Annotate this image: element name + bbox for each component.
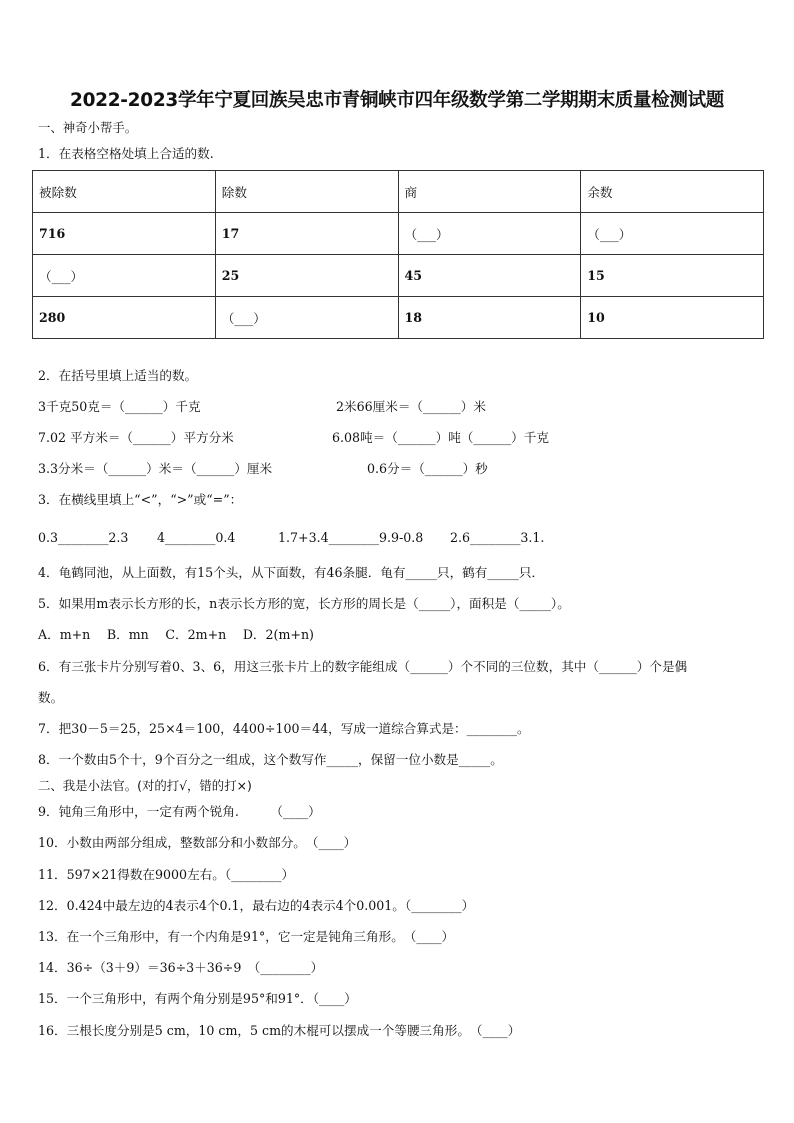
section-heading-2: 二、我是小法官。(对的打√，错的打×) [38, 778, 252, 793]
question-2-text: 2．在括号里填上适当的数。 [38, 368, 198, 383]
compare-item: 0.3________2.3 [38, 530, 129, 545]
question-4-text: 4．龟鹤同池，从上面数，有15个头，从下面数，有46条腿．龟有_____只，鹤有_____只． [38, 565, 545, 580]
table-row [33, 255, 764, 297]
table-header-cell: 余数 [581, 171, 764, 213]
table-header-cell: 被除数 [33, 171, 216, 213]
table-cell: 45 [398, 255, 581, 297]
q2-item: 0.6分＝（______）秒 [367, 461, 488, 476]
judge-question: 9．钝角三角形中，一定有两个锐角. （____） [38, 804, 321, 819]
judge-question: 14．36÷（3＋9）＝36÷3＋36÷9 （________） [38, 960, 324, 975]
question-3-text: 3．在横线里填上“<”，“>”或“=”： [38, 492, 243, 507]
table-row [33, 297, 764, 339]
q2-item: 3千克50克＝（______）千克 [38, 399, 201, 414]
question-6-text: 6．有三张卡片分别写着0、3、6，用这三张卡片上的数字能组成（______）个不同的三位数，其中（______）个是偶 [38, 659, 688, 674]
question-8-text: 8．一个数由5个十，9个百分之一组成，这个数写作_____，保留一位小数是_____。 [38, 752, 503, 767]
q2-item: 7.02 平方米＝（______）平方分米 [38, 430, 234, 445]
compare-item: 1.7+3.4________9.9-0.8 [278, 530, 424, 545]
section-heading-1: 一、神奇小帮手。 [38, 120, 138, 135]
table-header-row [33, 171, 764, 213]
table-row [33, 213, 764, 255]
answer-blank-cell[interactable]: （___） [33, 255, 216, 297]
judge-question: 11．597×21得数在9000左右。（________） [38, 867, 295, 882]
question-7-text: 7．把30－5＝25，25×4＝100，4400÷100＝44，写成一道综合算式是：________。 [38, 721, 530, 736]
judge-question: 13．在一个三角形中，有一个内角是91°，它一定是钝角三角形。 （____） [38, 929, 455, 944]
answer-blank-cell[interactable]: （___） [398, 213, 581, 255]
table-cell: 280 [33, 297, 216, 339]
answer-blank-cell[interactable]: （___） [215, 297, 398, 339]
q2-item: 2米66厘米＝（______）米 [336, 399, 486, 414]
judge-question: 12．0.424中最左边的4表示4个0.1，最右边的4表示4个0.001。（________） [38, 898, 475, 913]
table-header-cell: 商 [398, 171, 581, 213]
division-table [32, 170, 764, 339]
question-5-options: A．m+n B．mn C．2m+n D．2(m+n) [38, 627, 314, 642]
judge-question: 16．三根长度分别是5 cm，10 cm，5 cm的木棍可以摆成一个等腰三角形。 （____） [38, 1023, 521, 1038]
q2-item: 3.3分米＝（______）米＝（______）厘米 [38, 461, 273, 476]
table-cell: 18 [398, 297, 581, 339]
judge-question: 10．小数由两部分组成，整数部分和小数部分。 （____） [38, 835, 357, 850]
table-cell: 716 [33, 213, 216, 255]
question-5-text: 5．如果用m表示长方形的长，n表示长方形的宽，长方形的周长是（_____），面积是（_____）。 [38, 596, 570, 611]
question-1-text: 1．在表格空格处填上合适的数. [38, 146, 214, 161]
answer-blank-cell[interactable]: （___） [581, 213, 764, 255]
table-cell: 10 [581, 297, 764, 339]
table-cell: 25 [215, 255, 398, 297]
compare-item: 4________0.4 [157, 530, 236, 545]
question-6-text-cont: 数。 [38, 690, 64, 705]
table-cell: 15 [581, 255, 764, 297]
page-title: 2022-2023学年宁夏回族吴忠市青铜峡市四年级数学第二学期期末质量检测试题 [70, 90, 724, 111]
table-header-cell: 除数 [215, 171, 398, 213]
compare-item: 2.6________3.1. [450, 530, 545, 545]
q2-item: 6.08吨＝（______）吨（______）千克 [332, 430, 549, 445]
table-cell: 17 [215, 213, 398, 255]
judge-question: 15．一个三角形中，有两个角分别是95°和91°．（____） [38, 991, 357, 1006]
